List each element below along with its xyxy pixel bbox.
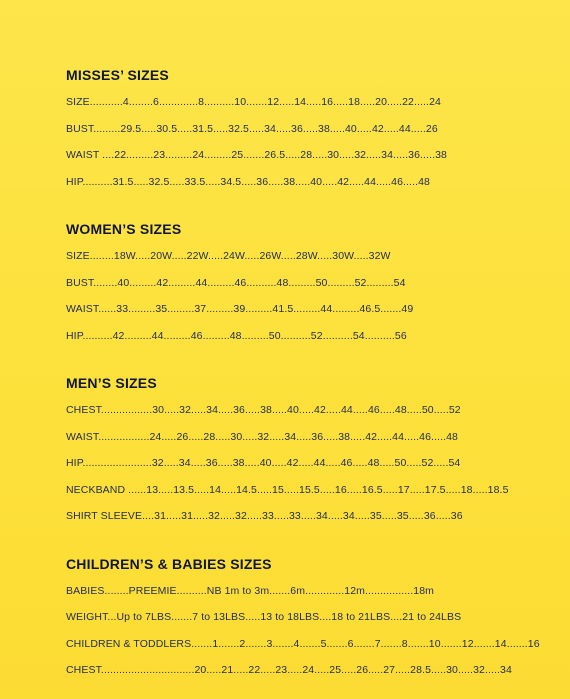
- bust-row: BUST.........29.5.....30.5.....31.5.....32.5.....34.....36.....38.....40.....42.....44.....26: [66, 122, 438, 135]
- children-toddlers-row: CHILDREN & TODDLERS.......1.......2.......3.......4.......5.......6.......7.......8.......10.......12.......14.......16: [66, 637, 540, 650]
- hip-row: HIP..........31.5.....32.5.....33.5.....34.5.....36.....38.....40.....42.....44.....46.....48: [66, 175, 430, 188]
- section-title: MEN’S SIZES: [66, 375, 157, 391]
- childrens-babies-sizes-section: [66, 555, 550, 678]
- womens-sizes-section: [66, 220, 550, 343]
- neckband-row: NECKBAND ......13.....13.5.....14.....14.5.....15.....15.5.....16.....16.5.....17.....17.5.....18.....18.5: [66, 483, 509, 496]
- waist-row: WAIST.................24.....26.....28.....30.....32.....34.....36.....38.....42.....44.....46.....48: [66, 430, 458, 443]
- chest-row: CHEST...............................20.....21.....22.....23.....24.....25.....26.....27.....28.5.....30.....32.....34: [66, 664, 512, 676]
- size-row: SIZE...........4........6.............8..........10.......12.....14.....16.....18.....20.....22.....24: [66, 96, 441, 108]
- waist-row: WAIST ....22.........23.........24.........25.......26.5.....28.....30.....32.....34.....36.....38: [66, 149, 447, 161]
- hip-row: HIP..........42.........44.........46.........48.........50..........52..........54..........56: [66, 329, 407, 342]
- shirt-sleeve-row: SHIRT SLEEVE....31.....31.....32.....32.....33.....33.....34.....34.....35.....35.....36.....36: [66, 510, 463, 522]
- chest-row: CHEST.................30.....32.....34.....36.....38.....40.....42.....44.....46.....48.....50.....52: [66, 404, 461, 416]
- waist-row: WAIST......33.........35.........37.........39.........41.5.........44.........46.5.......49: [66, 303, 414, 315]
- babies-row: BABIES........PREEMIE..........NB 1m to 3m.......6m.............12m................18m: [66, 584, 435, 597]
- section-title: CHILDREN’S & BABIES SIZES: [66, 555, 272, 572]
- bust-row: BUST........40.........42.........44.........46..........48.........50.........52.........54: [66, 276, 406, 289]
- size-row: SIZE........18W.....20W.....22W.....24W.....26W.....28W.....30W.....32W: [66, 250, 391, 262]
- weight-row: WEIGHT...Up to 7LBS.......7 to 13LBS.....13 to 18LBS....18 to 21LBS....21 to 24LBS: [66, 611, 462, 623]
- section-title: MISSES’ SIZES: [66, 67, 169, 83]
- mens-sizes-section: [66, 374, 550, 523]
- section-title: WOMEN’S SIZES: [66, 221, 182, 237]
- misses-sizes-section: [66, 66, 550, 189]
- hip-row: HIP.......................32.....34.....36.....38.....40.....42.....44.....46.....48.....50.....52.....54: [66, 457, 461, 469]
